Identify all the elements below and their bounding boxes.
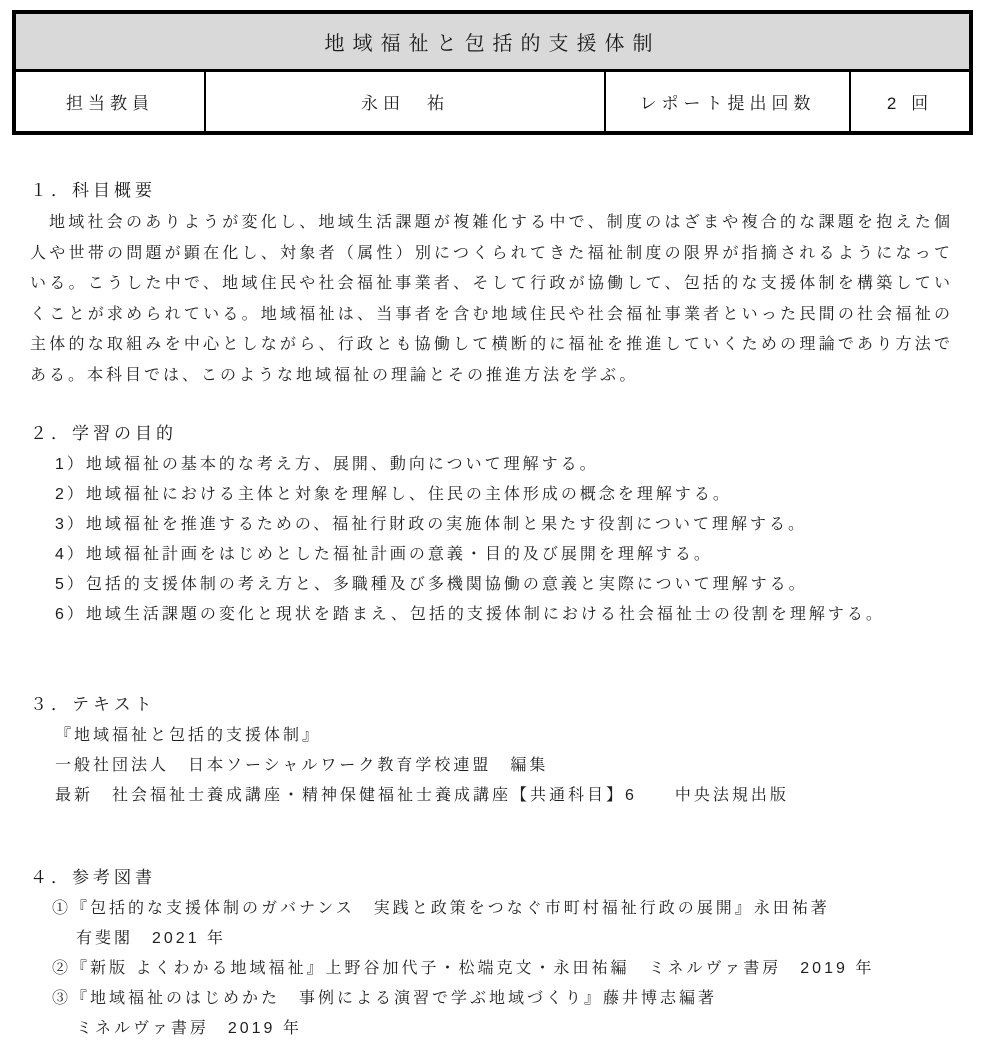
section-heading-references: ４．参考図書 (30, 868, 156, 887)
reference-line-continuation: ミネルヴァ書房 2019 年 (76, 1020, 302, 1037)
objective-item: 3）地域福祉を推進するための、福祉行財政の実施体制と果たす役割について理解する。 (55, 516, 807, 533)
objective-item: 4）地域福祉計画をはじめとした福祉計画の意義・目的及び展開を理解する。 (55, 546, 713, 563)
objective-item: 1）地域福祉の基本的な考え方、展開、動向について理解する。 (55, 456, 599, 473)
overview-paragraph: 地域社会のありようが変化し、地域生活課題が複雑化する中で、制度のはざまや複合的な課題を抱えた個人や世帯の問題が顕在化し、対象者（属性）別につくられてきた福祉制度の限界が指摘されるようになっている。こうした中で、地域住民や社会福祉事業者、そして行政が協働して、包括的な支援体制を構築していくことが求められている。地域福祉は、当事者を含む地域住民や社会福祉事業者といった民間の社会福祉の主体的な取組みを中心としながら、行政とも協働して横断的に福祉を推進していくための理論であり方法である。本科目では、このような地域福祉の理論とその推進方法を学ぶ。 (30, 214, 953, 384)
objective-item: 2）地域福祉における主体と対象を理解し、住民の主体形成の概念を理解する。 (55, 486, 732, 503)
course-title-row (14, 12, 971, 70)
report-count-label: レポート提出回数 (605, 70, 850, 133)
textbook-editor: 一般社団法人 日本ソーシャルワーク教育学校連盟 編集 (55, 757, 549, 774)
section-reference-books (30, 863, 953, 1044)
reference-line-continuation: 有斐閣 2021 年 (76, 930, 227, 947)
instructor-name: 永田 祐 (205, 70, 605, 133)
instructor-label: 担当教員 (14, 70, 205, 133)
reference-line: ②『新版 よくわかる地域福祉』上野谷加代子・松端克文・永田祐編 ミネルヴァ書房 2019 年 (52, 960, 875, 977)
header-table-wrap (0, 0, 981, 135)
textbook-title: 『地域福祉と包括的支援体制』 (55, 727, 322, 744)
reference-line: ③『地域福祉のはじめかた 事例による演習で学ぶ地域づくり』藤井博志編著 (52, 990, 718, 1007)
course-info-row (14, 70, 971, 133)
section-textbook (30, 690, 953, 811)
report-count-value: 2 回 (850, 70, 971, 133)
textbook-lines (30, 721, 953, 811)
course-header-table (12, 10, 973, 135)
course-title: 地域福祉と包括的支援体制 (14, 12, 971, 70)
section-heading-textbook: ３．テキスト (30, 695, 156, 714)
section-learning-objectives (30, 419, 953, 630)
textbook-series: 最新 社会福祉士養成講座・精神保健福祉士養成講座【共通科目】6 中央法規出版 (55, 787, 789, 804)
objective-item: 6）地域生活課題の変化と現状を踏まえ、包括的支援体制における社会福祉士の役割を理解する。 (55, 606, 885, 623)
objective-item: 5）包括的支援体制の考え方と、多職種及び多機関協働の意義と実際について理解する。 (55, 576, 808, 593)
section-course-overview (30, 176, 953, 391)
reference-list (30, 894, 953, 1044)
document-body (0, 176, 981, 1044)
section-heading-overview: １．科目概要 (30, 181, 156, 200)
reference-line: ①『包括的な支援体制のガバナンス 実践と政策をつなぐ市町村福祉行政の展開』永田祐著 (52, 900, 830, 917)
objective-list (30, 450, 953, 630)
section-heading-objectives: ２．学習の目的 (30, 424, 177, 443)
